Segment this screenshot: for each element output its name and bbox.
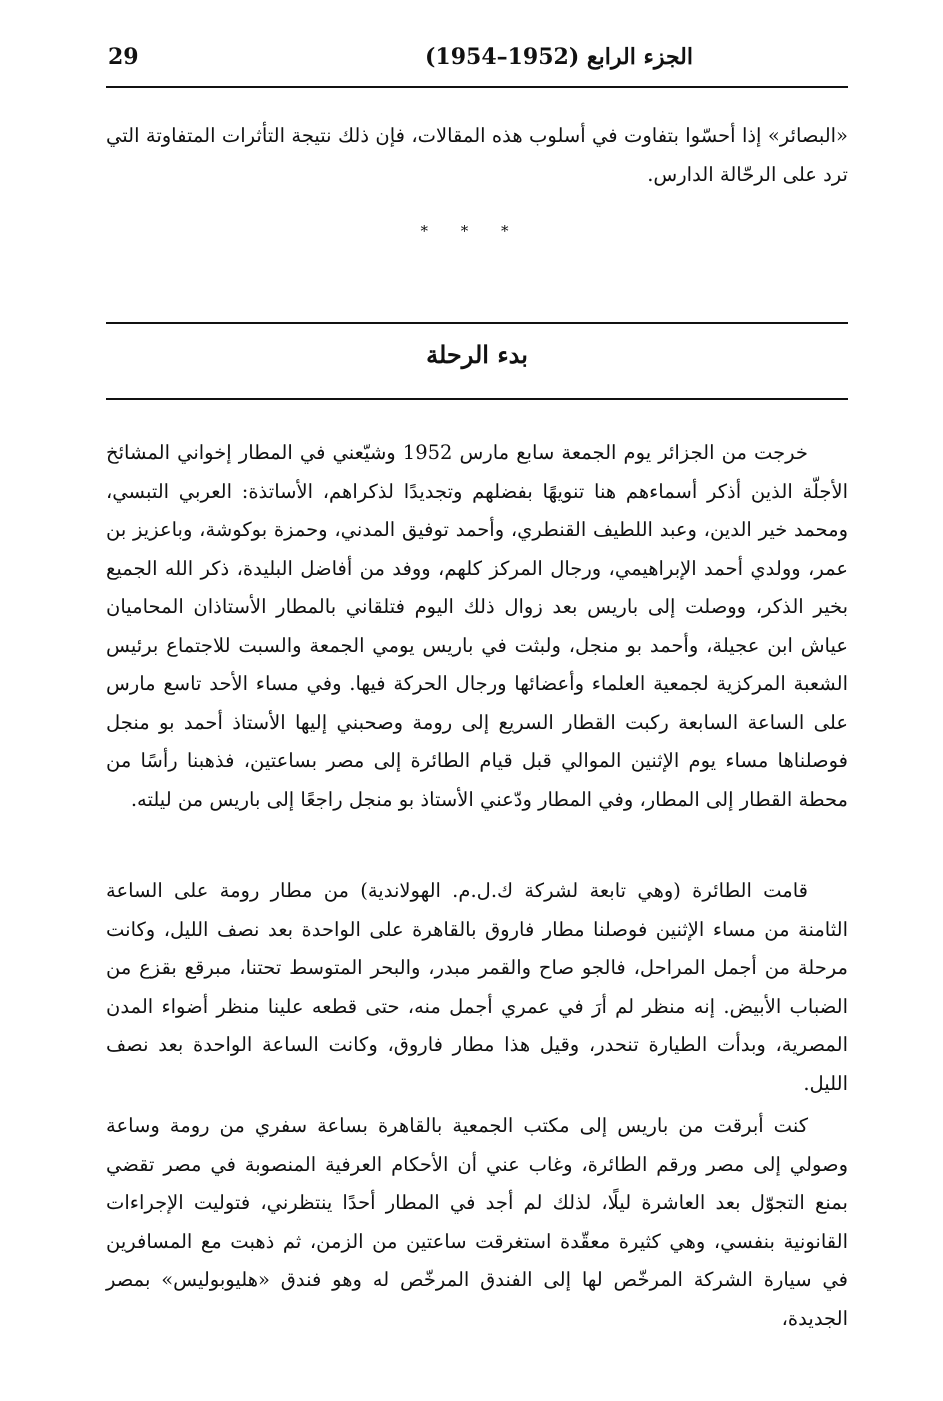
section-title-bottom-rule bbox=[106, 398, 848, 400]
paragraph-text: كنت أبرقت من باريس إلى مكتب الجمعية بالقاهرة بساعة سفري من رومة وساعة وصولي إلى مصر ورقم الطائرة، وغاب عني أن الأحكام العرفية المنصوبة في مصر تقضي بمنع التجوّل بعد العاشرة ليلًا، لذلك لم أجد في المطار أحدًا ينتظرني، فتوليت الإجراءات القانونية بنفسي، وهي كثيرة معقّدة استغرقت ساعتين من الزمن، ثم ذهبت مع المسافرين في سيارة الشركة المرخّص لها إلى الفندق المرخّص له وهو فندق «هليوبوليس» بمصر الجديدة، bbox=[106, 1114, 848, 1330]
paragraph-text: قامت الطائرة (وهي تابعة لشركة ك.ل.م. الهولاندية) من مطار رومة على الساعة الثامنة من مساء الإثنين فوصلنا مطار فاروق بالقاهرة على الواحدة بعد نصف الليل، وكانت مرحلة من أجمل المراحل، فالجو صاح والقمر مبدر، والبحر المتوسط تحتنا، مبرقع بقزع من الضباب الأبيض. إنه منظر لم أرَ في عمري أجمل منه، حتى قطعه علينا منظر أضواء المدن المصرية، وبدأت الطيارة تنحدر، وقيل هذا مطار فاروق، وكانت الساعة الواحدة بعد نصف الليل. bbox=[106, 879, 848, 1095]
page-number: 29 bbox=[108, 44, 139, 70]
running-title: الجزء الرابع (1952–1954) bbox=[424, 44, 693, 70]
intro-text: «البصائر» إذا أحسّوا بتفاوت في أسلوب هذه المقالات، فإن ذلك نتيجة التأثرات المتفاوتة التي ترد على الرحّالة الدارس. bbox=[106, 124, 848, 186]
body-paragraph-2 bbox=[106, 872, 848, 1103]
header-rule bbox=[106, 86, 848, 88]
body-paragraph-1 bbox=[106, 434, 848, 819]
section-title: بدء الرحلة bbox=[426, 340, 528, 369]
section-title-top-rule bbox=[106, 322, 848, 324]
body-paragraph-3 bbox=[106, 1107, 848, 1338]
paragraph-text: خرجت من الجزائر يوم الجمعة سابع مارس 1952 وشيّعني في المطار إخواني المشائخ الأجلّة الذين أذكر أسماءهم هنا تنويهًا بفضلهم وتجديدًا لذكراهم، الأساتذة: العربي التبسي، ومحمد خير الدين، وعبد اللطيف القنطري، وأحمد توفيق المدني، وحمزة بوكوشة، وباعزيز بن عمر، وولدي أحمد الإبراهيمي، ورجال المركز كلهم، ووفد من أفاضل البليدة، ذكر الله الجميع بخير الذكر، ووصلت إلى باريس بعد زوال ذلك اليوم فتلقاني بالمطار الأستاذان المحاميان عياش ابن عجيلة، وأحمد بو منجل، ولبثت في باريس يومي الجمعة والسبت للاجتماع برئيس الشعبة المركزية لجمعية العلماء وأعضائها ورجال الحركة فيها. وفي مساء الأحد تاسع مارس على الساعة السابعة ركبت القطار السريع إلى رومة وصحبني إليها الأستاذ أحمد بو منجل فوصلناها مساء يوم الإثنين الموالي قبل قيام الطائرة إلى مصر بساعتين، فذهبنا رأسًا من محطة القطار إلى المطار، وفي المطار ودّعني الأستاذ بو منجل راجعًا إلى باريس من ليلته. bbox=[106, 441, 848, 811]
section-separator-ornament: * * * bbox=[420, 222, 523, 240]
intro-paragraph bbox=[106, 117, 848, 194]
